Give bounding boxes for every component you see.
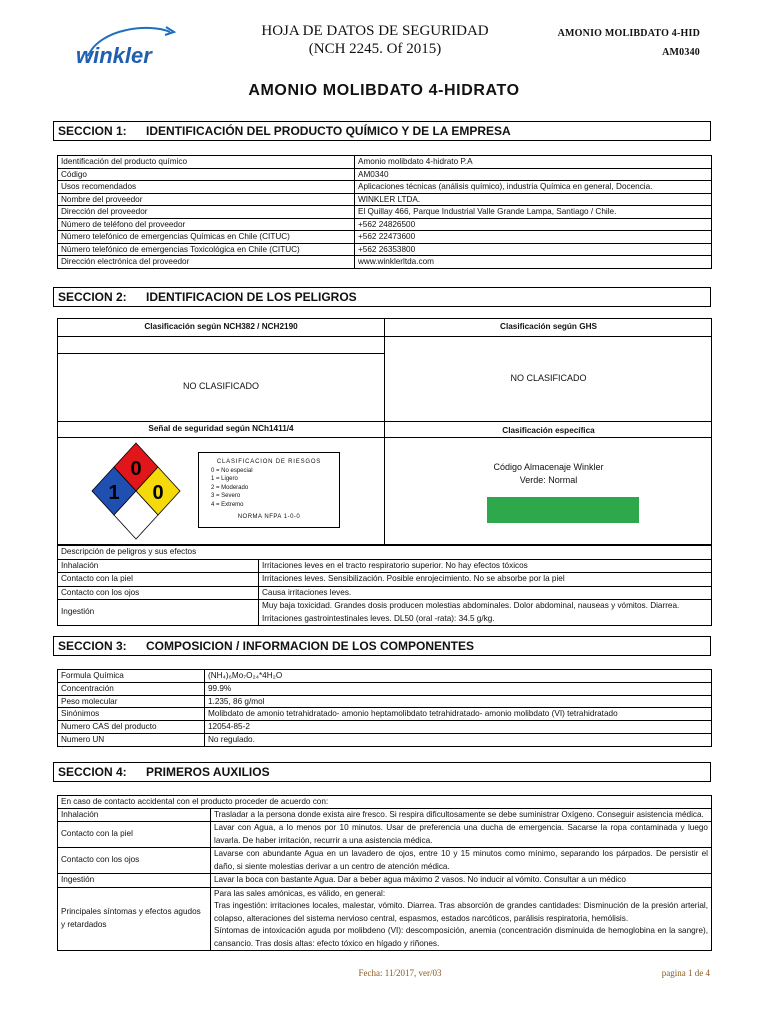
- table-row: [58, 586, 712, 600]
- section4-header: [53, 762, 711, 782]
- storage-color-label: Verde: Normal: [519, 475, 578, 485]
- hazard-header: Descripción de peligros y sus efectos: [58, 546, 712, 560]
- header-title-line1: HOJA DE DATOS DE SEGURIDAD: [261, 23, 489, 39]
- section1-header: [53, 121, 711, 141]
- product-id-label: Nombre del proveedor: [58, 193, 355, 206]
- composition-value: (NH₄)₆Mo₇O₂₄*4H₂O: [205, 670, 712, 683]
- product-identification-table: [57, 155, 712, 269]
- product-id-value: +562 26353800: [355, 243, 712, 256]
- table-row: [58, 670, 712, 683]
- table-row: [58, 218, 712, 231]
- table-row: [58, 848, 712, 874]
- header-product-tags: [520, 24, 700, 62]
- first-aid-intro-row: [58, 796, 712, 809]
- table-row: [58, 600, 712, 626]
- hazard-value: Irritaciones leves en el tracto respiratorio superior. No hay efectos tóxicos: [259, 559, 712, 573]
- first-aid-value: Lavar la boca con bastante Agua. Dar a beber agua máximo 2 vasos. No inducir al vómito. Consultar a un médico: [211, 874, 712, 888]
- winkler-logo: [70, 18, 190, 78]
- nfpa-diamond: [88, 441, 184, 541]
- hazard-label: Contacto con los ojos: [58, 586, 259, 600]
- product-id-value: Amonio molibdato 4-hidrato P.A: [355, 156, 712, 169]
- product-id-value: www.winklerltda.com: [355, 256, 712, 269]
- table-row: [58, 231, 712, 244]
- hazard-description-table: [57, 545, 712, 626]
- storage-color-swatch: [487, 497, 639, 523]
- composition-value: 99.9%: [205, 682, 712, 695]
- composition-label: Peso molecular: [58, 695, 205, 708]
- table-row: [58, 559, 712, 573]
- product-id-label: Identificación del producto químico: [58, 156, 355, 169]
- table-row: [58, 156, 712, 169]
- product-id-label: Código: [58, 168, 355, 181]
- nfpa-reactivity-value: 0: [152, 482, 164, 504]
- hazard-value: Irritaciones leves. Sensibilización. Posible enrojecimiento. No se absorbe por la piel: [259, 573, 712, 587]
- hazard-classification-box: [57, 318, 712, 545]
- composition-value: 1.235, 86 g/mol: [205, 695, 712, 708]
- hazard-label: Ingestión: [58, 600, 259, 626]
- section2-title: IDENTIFICACION DE LOS PELIGROS: [146, 290, 357, 304]
- nfpa-flammability-value: 0: [130, 458, 142, 480]
- table-row: [58, 168, 712, 181]
- ghs-classification-value: NO CLASIFICADO: [510, 373, 587, 383]
- composition-label: Sinónimos: [58, 708, 205, 721]
- hazard-value: Muy baja toxicidad. Grandes dosis producen molestias abdominales. Dolor abdominal, nauseas y vómitos. Diarrea. Irritaciones gastrointestinales leves. DL50 (oral -rata): 34.5 g/kg.: [259, 600, 712, 626]
- ghs-classification-label: Clasificación según GHS: [500, 322, 597, 331]
- first-aid-table: [57, 795, 712, 951]
- table-row: [58, 206, 712, 219]
- table-row: [58, 822, 712, 848]
- table-row: [58, 808, 712, 822]
- first-aid-value-line: Síntomas de intoxicación aguda por molibdeno (VI): descomposición, anemia (concentración disminuida de hemoglobina en la sangre), cansancio. Tras dosis altas: efecto tóxico en hígado y riñones.: [214, 926, 708, 948]
- table-row: [58, 733, 712, 746]
- safety-sign-label: Señal de seguridad según NCh1411/4: [148, 424, 294, 433]
- composition-value: No regulado.: [205, 733, 712, 746]
- table-row: [58, 193, 712, 206]
- footer-page-number: pagina 1 de 4: [661, 968, 710, 978]
- product-id-label: Número telefónico de emergencias Toxicológica en Chile (CITUC): [58, 243, 355, 256]
- product-id-value: El Quillay 466, Parque Industrial Valle Grande Lampa, Santiago / Chile.: [355, 206, 712, 219]
- product-id-label: Dirección electrónica del proveedor: [58, 256, 355, 269]
- table-row: [58, 708, 712, 721]
- table-row: [58, 887, 712, 951]
- first-aid-value: Lavarse con abundante Agua en un lavadero de ojos, entre 10 y 15 minutos como mínimo, separando los párpados. De persistir el daño, si siente molestias derivar a un centro de atención médica.: [211, 848, 712, 874]
- footer-date: Fecha: 11/2017, ver/03: [358, 968, 442, 978]
- first-aid-value: Trasladar a la persona donde exista aire fresco. Si respira dificultosamente se debe suministrar Oxígeno. Conseguir asistencia médica.: [211, 808, 712, 822]
- storage-code-block: [385, 461, 712, 487]
- first-aid-label: Inhalación: [58, 808, 211, 822]
- product-id-label: Número de teléfono del proveedor: [58, 218, 355, 231]
- section1-number: SECCION 1:: [58, 124, 127, 138]
- page-title: AMONIO MOLIBDATO 4-HIDRATO: [248, 82, 520, 99]
- first-aid-value-line: Tras ingestión: irritaciones locales, malestar, vómito. Diarrea. Tras absorción de grandes cantidades: Disminución de la presión arterial, colapso, alteraciones del sistema nervioso central, espasmos, estados narcóticos, parálisis respiratoria, hemólisis.: [214, 901, 708, 923]
- first-aid-value-line: Para las sales amónicas, es válido, en general:: [214, 888, 386, 898]
- composition-label: Numero CAS del producto: [58, 721, 205, 734]
- section3-number: SECCION 3:: [58, 639, 127, 653]
- risk-classification-legend: [198, 452, 340, 528]
- first-aid-value: Lavar con Agua, a lo menos por 10 minutos. Usar de preferencia una ducha de emergencia. Sacarse la ropa contaminada y luego lavarla. De haber irritación, recurrir a una asistencia médica.: [211, 822, 712, 848]
- legend-title: CLASIFICACION DE RIESGOS: [216, 459, 322, 465]
- table-row: [58, 256, 712, 269]
- first-aid-label: Contacto con la piel: [58, 822, 211, 848]
- legend-norma: NORMA NFPA 1-0-0: [237, 514, 301, 520]
- nch-classification-value: NO CLASIFICADO: [182, 381, 259, 391]
- product-id-value: +562 24826500: [355, 218, 712, 231]
- table-row: [58, 243, 712, 256]
- header-title-line2: (NCH 2245. Of 2015): [308, 41, 442, 57]
- nfpa-health-value: 1: [108, 482, 120, 504]
- table-row: [58, 181, 712, 194]
- document-header-title: [230, 22, 520, 58]
- section4-number: SECCION 4:: [58, 765, 127, 779]
- composition-label: Formula Química: [58, 670, 205, 683]
- section4-title: PRIMEROS AUXILIOS: [146, 765, 270, 779]
- composition-label: Numero UN: [58, 733, 205, 746]
- specific-classification-label: Clasificación específica: [502, 426, 595, 435]
- table-row: [58, 682, 712, 695]
- first-aid-intro: En caso de contacto accidental con el producto proceder de acuerdo con:: [58, 796, 712, 809]
- hazard-label: Inhalación: [58, 559, 259, 573]
- product-id-value: AM0340: [355, 168, 712, 181]
- table-row: [58, 874, 712, 888]
- composition-value: 12054-85-2: [205, 721, 712, 734]
- legend-item: 3 = Severo: [211, 493, 241, 499]
- header-product-tag: AMONIO MOLIBDATO 4-HID: [557, 28, 700, 39]
- storage-code-label: Código Almacenaje Winkler: [493, 462, 604, 472]
- hazard-label: Contacto con la piel: [58, 573, 259, 587]
- hazard-header-row: [58, 546, 712, 560]
- first-aid-value: [211, 887, 712, 951]
- section3-title: COMPOSICION / INFORMACION DE LOS COMPONENTES: [146, 639, 475, 653]
- table-row: [58, 573, 712, 587]
- legend-item: 1 = Ligero: [211, 476, 238, 482]
- header-code-tag: AM0340: [662, 47, 700, 58]
- product-id-label: Número telefónico de emergencias Químicas en Chile (CITUC): [58, 231, 355, 244]
- section1-title: IDENTIFICACIÓN DEL PRODUCTO QUÍMICO Y DE LA EMPRESA: [146, 124, 511, 138]
- nch-classification-label: Clasificación según NCH382 / NCH2190: [144, 322, 298, 331]
- section2-number: SECCION 2:: [58, 290, 127, 304]
- product-id-label: Usos recomendados: [58, 181, 355, 194]
- product-id-value: Aplicaciones técnicas (análisis químico), industria Química en general, Docencia.: [355, 181, 712, 194]
- first-aid-label: Contacto con los ojos: [58, 848, 211, 874]
- section2-header: [53, 287, 711, 307]
- legend-item: 4 = Extremo: [211, 501, 244, 508]
- svg-text:winkler: winkler: [76, 43, 152, 68]
- composition-value: Molibdato de amonio tetrahidratado- amonio heptamolibdato tetrahidratado- amonio molibdato (VI) tetrahidratado: [205, 708, 712, 721]
- section3-header: [53, 636, 711, 656]
- table-row: [58, 721, 712, 734]
- first-aid-label: Principales síntomas y efectos agudos y retardados: [58, 887, 211, 951]
- hazard-value: Causa irritaciones leves.: [259, 586, 712, 600]
- legend-item: 2 = Moderado: [211, 484, 249, 491]
- composition-label: Concentración: [58, 682, 205, 695]
- product-id-value: WINKLER LTDA.: [355, 193, 712, 206]
- composition-table: [57, 669, 712, 747]
- table-row: [58, 695, 712, 708]
- first-aid-label: Ingestión: [58, 874, 211, 888]
- product-id-value: +562 22473600: [355, 231, 712, 244]
- legend-item: 0 = No especial: [211, 467, 253, 474]
- product-id-label: Dirección del proveedor: [58, 206, 355, 219]
